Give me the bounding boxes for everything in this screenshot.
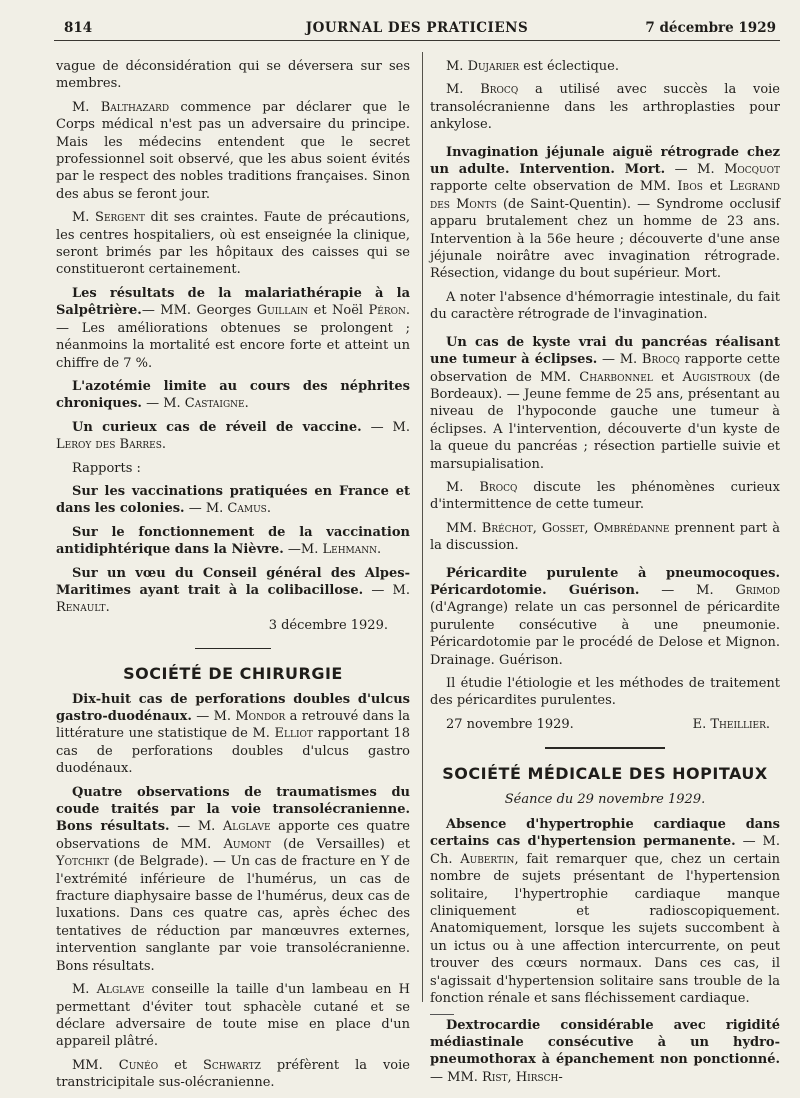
- article-title: Un cas de kyste vrai du pancréas réalisant une tumeur à éclipses.: [430, 334, 780, 368]
- text: prennent part à la discussion.: [430, 520, 780, 554]
- text: — MM. Georges: [141, 303, 257, 319]
- paragraph-text: commence par déclarer que le Corps médical n'est pas un adversaire du principe. Mais les médecins entendent que le secret professionnel soit observé, que les abus soient évités par le respect des nobles traditions françaises. Sinon des abus se feront jour.: [56, 99, 410, 202]
- text: — M.: [597, 352, 642, 368]
- author-name: Legrand des Monts: [430, 179, 781, 212]
- paragraph: [430, 81, 780, 133]
- paragraph: M. Balthazard commence par déclarer que le Corps médical n'est pas un adversaire du principe. Mais les médecins entendent que le secret professionnel soit observé, que les abus soient évités par le respect des nobles traditions françaises. Sinon des abus se feront jour.: [56, 99, 410, 202]
- author-name: Grimod: [735, 582, 780, 598]
- author-name: Camus: [227, 501, 267, 517]
- author-name: Bréchot, Gosset, Ombrédanne: [481, 520, 670, 536]
- text: M.: [446, 59, 468, 74]
- text: — M.: [639, 582, 736, 598]
- author-name: Brocq: [479, 479, 518, 495]
- author-name: Brocq: [480, 82, 519, 98]
- rapports-label: Rapports :: [72, 460, 141, 476]
- text: — M.: [169, 819, 223, 835]
- left-column: [56, 58, 410, 1098]
- article-entry: [56, 691, 410, 778]
- text: (de Belgrade). — Un cas de fracture en Y de l'extrémité inférieure de l'humérus, un cas de fracture diaphysaire basse de l'humérus, deux cas de luxations. Dans ces quatre cas, après échec des tentatives de réduction par manœuvres externes, intervention sanglante par voie transolécranienne. Bons résultats.: [56, 854, 410, 974]
- paragraph: M. Sergent dit ses craintes. Faute de précautions, les centres hospitaliers, où est enseignée la clinique, seront brimés par les hôpitaux des caisses qui se constitueront certainement.: [56, 210, 410, 278]
- text: — M.: [191, 709, 236, 724]
- paragraph: A noter l'absence d'hémorragie intestinale, du fait du caractère rétrograde de l'invagination.: [430, 289, 780, 323]
- author-name: Charbonnel: [579, 369, 653, 385]
- text: .: [377, 542, 382, 558]
- text: .— Les améliorations obtenues se prolongent ; néanmoins la mortalité est encore forte et atteint un chiffre de 7 %.: [56, 303, 410, 371]
- article-title: Sur un vœu du Conseil général des Alpes-Maritimes ayant trait à la colibacillose.: [56, 565, 410, 598]
- article-entry: [430, 1017, 780, 1087]
- paragraph: Il étudie l'étiologie et les méthodes de traitement des péricardites purulentes.: [430, 676, 780, 709]
- journal-title: JOURNAL DES PRATICIENS: [305, 20, 529, 36]
- text: et: [652, 369, 683, 385]
- author-name: Dujarier: [467, 59, 520, 74]
- text: préfèrent la voie transtricipitale sus-olécranienne.: [56, 1057, 410, 1091]
- article-title: Invagination jéjunale aiguë rétrograde chez un adulte. Intervention. Mort.: [430, 144, 780, 178]
- article-entry: [430, 334, 780, 473]
- paragraph: [430, 58, 780, 75]
- section-separator: [545, 747, 665, 749]
- author-name: Hirsch-: [515, 1069, 563, 1085]
- article-title: Dextrocardie considérable avec rigidité médiastinale consécutive à un hydro-pneumothorax à épanchement non ponctionné.: [430, 1017, 780, 1068]
- author-name: Mondor: [235, 709, 286, 724]
- article-title: Dix-huit cas de perforations doubles d'ulcus gastro-duodénaux.: [56, 691, 410, 724]
- section-separator: [195, 648, 271, 649]
- paragraph: [430, 520, 780, 555]
- article-entry: [56, 784, 410, 975]
- column-divider: [422, 52, 423, 1002]
- text: MM.: [446, 520, 482, 536]
- text: et: [158, 1057, 204, 1073]
- article-title: Sur le fonctionnement de la vaccination antidiphtérique dans la Nièvre.: [56, 524, 410, 558]
- text: rapporte cette observation de MM.: [430, 352, 781, 385]
- article-entry: [56, 565, 410, 617]
- author-name: Aumont: [223, 836, 271, 852]
- author-name: Castaigne: [184, 396, 245, 412]
- text: .: [244, 396, 249, 412]
- text: (d'Agrange) relate un cas personnel de péricardite purulente consécutive à une pneumonie. Péricardotomie par le procédé de Delose et Mignon. Drainage. Guérison.: [430, 600, 780, 668]
- text: a retrouvé dans la littérature une statistique de M.: [56, 709, 410, 742]
- text: , fait remarquer que, chez un certain nombre de sujets présentant de l'hypertension solitaire, l'hypertrophie cardiaque manque cliniquement et radioscopiquement. Anatomiquement, lorsque les sujets succombent à un ictus ou à une affection intercurrente, on peut trouver des cœurs normaux. Dans ces cas, il s'agissait d'hypertension solitaire sans trouble de la fonction rénale et sans fléchissement cardiaque.: [430, 851, 781, 1007]
- text: .: [266, 501, 271, 517]
- author-name: Brocq: [641, 352, 680, 368]
- text: rapporte celte observation de MM.: [430, 179, 678, 195]
- text: .: [161, 437, 166, 453]
- author-name: Alglave: [222, 819, 271, 835]
- signature-date: 27 novembre 1929.: [446, 716, 574, 732]
- text: a utilisé avec succès la voie transolécranienne dans les arthroplasties pour ankylose.: [430, 82, 780, 133]
- page-header: [54, 18, 780, 41]
- article-entry: [430, 816, 780, 1007]
- text: — M.: [141, 396, 185, 412]
- author-name: Alglave: [96, 982, 145, 998]
- session-date: 3 décembre 1929.: [268, 617, 388, 633]
- text: ,: [507, 1069, 516, 1085]
- text: (de Saint-Quentin). — Syndrome occlusif apparu brutalement chez un homme de 23 ans. Intervention à la 56e heure ; découverte d'une anse jéjunale noirâtre avec invagination rétrograde. Résection, vidange du bout supérieur. Mort.: [430, 196, 780, 282]
- author-name: Augistroux: [682, 369, 751, 385]
- signature-line: [430, 716, 780, 733]
- text: —M.: [283, 542, 323, 558]
- text: et Noël: [308, 303, 369, 319]
- article-entry: [430, 144, 780, 283]
- text: — M.: [363, 582, 410, 598]
- author-name: Elliot: [274, 726, 313, 742]
- article-title: L'azotémie limite au cours des néphrites chroniques.: [56, 378, 410, 412]
- article-title: Les résultats de la malariathérapie à la Salpêtrière.: [56, 285, 410, 319]
- paragraph: [56, 981, 410, 1051]
- text: — MM.: [430, 1069, 483, 1085]
- author-name: Balthazard: [100, 99, 170, 115]
- text: rapportant 18 cas de perforations doubles d'ulcus gastro duodénaux.: [56, 726, 410, 777]
- text: M.: [446, 479, 480, 495]
- author-name: Aubertin: [460, 851, 515, 867]
- right-column: [430, 58, 780, 1092]
- author-name: Renault: [56, 600, 106, 616]
- author-name: Ibos: [677, 179, 703, 195]
- text: est éclectique.: [519, 59, 620, 74]
- seance-date: Séance du 29 novembre 1929.: [504, 791, 706, 807]
- paragraph: vague de déconsidération qui se déversera sur ses membres.: [56, 59, 410, 92]
- article-title: Quatre observations de traumatismes du coude traités par la voie transolécranienne. Bons résultats.: [56, 784, 410, 835]
- text: — M.: [361, 419, 410, 435]
- article-entry: [56, 483, 410, 518]
- text: conseille la taille d'un lambeau en H permettant d'éviter tout sphacèle cutané et se déclare adversaire de toute mise en place d'un appareil plâtré.: [56, 982, 410, 1050]
- section-heading: SOCIÉTÉ DE CHIRURGIE: [123, 664, 343, 684]
- author-name: Guillain: [256, 303, 309, 319]
- article-title: Absence d'hypertrophie cardiaque dans certains cas d'hypertension permanente.: [430, 817, 780, 850]
- author-name: Péron: [368, 303, 406, 319]
- paragraph: [430, 479, 780, 514]
- text: — M.: [184, 501, 228, 517]
- text: — M. Ch.: [430, 834, 780, 867]
- page-number: 814: [64, 20, 93, 36]
- article-title: Un curieux cas de réveil de vaccine.: [72, 419, 362, 435]
- text: M.: [446, 82, 481, 98]
- article-entry: [56, 419, 410, 454]
- article-entry: [56, 378, 410, 413]
- author-name: Cunéo: [118, 1057, 159, 1073]
- text: (de Versailles) et: [270, 836, 410, 852]
- author-name: Leroy des Barres: [56, 437, 162, 453]
- author-name: Lehmann: [322, 542, 378, 558]
- text: M.: [72, 982, 97, 998]
- author-name: Mocquot: [724, 162, 781, 178]
- article-title: Sur les vaccinations pratiquées en France et dans les colonies.: [56, 483, 410, 517]
- author-name: Schwartz: [203, 1057, 261, 1073]
- section-heading: SOCIÉTÉ MÉDICALE DES HOPITAUX: [442, 764, 768, 784]
- author-name: Yotchikt: [56, 854, 109, 870]
- author-name: Rist: [482, 1069, 508, 1085]
- signature-name: E. Theillier.: [692, 716, 770, 732]
- text: (de Bordeaux). — Jeune femme de 25 ans, présentant au niveau de l'hypoconde gauche une tumeur à éclipses. A l'intervention, découverte d'un kyste de la queue du pancréas ; résection partielle suivie et marsupialisation.: [430, 369, 780, 472]
- text: .: [105, 600, 110, 616]
- issue-date: 7 décembre 1929: [645, 20, 776, 36]
- text: discute les phénomènes curieux d'intermittence de cette tumeur.: [430, 479, 780, 513]
- article-entry: [56, 285, 410, 372]
- article-title: Péricardite purulente à pneumocoques. Péricardotomie. Guérison.: [430, 565, 780, 598]
- author-name: Sergent: [95, 210, 145, 226]
- paragraph-text: dit ses craintes. Faute de précautions, les centres hospitaliers, où est enseignée la clinique, seront brimés par les hôpitaux des caisses qui se constitueront certainement.: [56, 210, 410, 278]
- paragraph: [56, 1057, 410, 1092]
- short-rule: [430, 1014, 454, 1015]
- article-entry: [430, 565, 780, 669]
- text: MM.: [72, 1057, 119, 1073]
- text: et: [702, 179, 730, 195]
- text: — M.: [665, 162, 725, 178]
- text: apporte ces quatre observations de MM.: [56, 819, 410, 852]
- article-entry: [56, 524, 410, 559]
